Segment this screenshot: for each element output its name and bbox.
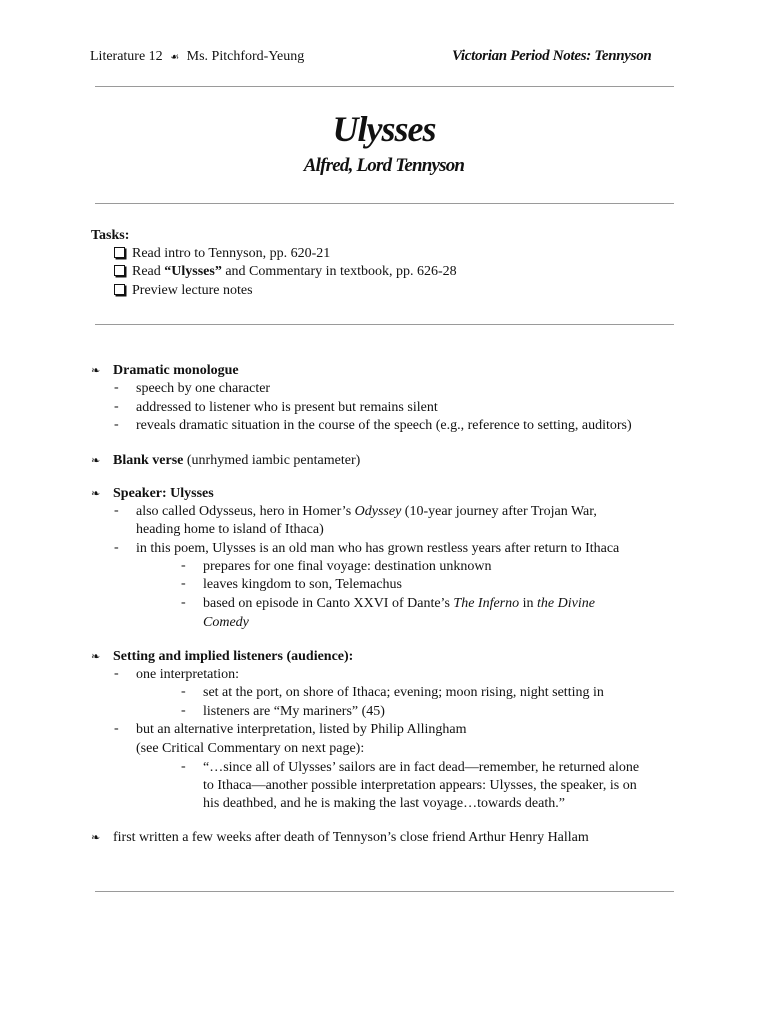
section-first-written: first written a few weeks after death of Tennyson’s close friend Arthur Henry Hallam (113, 830, 589, 845)
list-item: speech by one character (136, 381, 271, 396)
fleuron-bullet-icon: ❧ (91, 488, 101, 500)
sub-list-item: based on episode in Canto XXVI of Dante’s The Inferno in the Divine (203, 596, 595, 611)
page-title: Ulysses (332, 109, 436, 149)
dash-marker: - (114, 399, 119, 414)
divider (95, 891, 674, 892)
dash-marker: - (114, 721, 119, 736)
list-item: also called Odysseus, hero in Homer’s Odyssey (10-year journey after Trojan War, (136, 504, 597, 519)
list-item: addressed to listener who is present but remains silent (136, 400, 438, 415)
divider (95, 324, 674, 325)
sub-list-item: set at the port, on shore of Ithaca; evening; moon rising, night setting in (203, 685, 604, 700)
fleuron-bullet-icon: ❧ (91, 455, 101, 467)
dash-marker: - (114, 666, 119, 681)
sub-list-item-continued: Comedy (203, 615, 249, 630)
unit-title: Victorian Period Notes: Tennyson (452, 48, 652, 64)
list-item-continued: heading home to island of Ithaca) (136, 522, 324, 537)
dash-marker: - (181, 684, 186, 699)
task-item: Preview lecture notes (114, 282, 253, 300)
dash-marker: - (181, 595, 186, 610)
header-separator-icon: ☙ (170, 52, 180, 63)
divider (95, 203, 674, 204)
list-item: in this poem, Ulysses is an old man who has grown restless years after return to Ithaca (136, 541, 620, 556)
divider (95, 86, 674, 87)
dash-marker: - (181, 558, 186, 573)
task-item: Read intro to Tennyson, pp. 620-21 (114, 245, 330, 263)
dash-marker: - (114, 417, 119, 432)
sub-list-item: leaves kingdom to son, Telemachus (203, 577, 403, 592)
quote-line: his deathbed, and he is making the last voyage…towards death.” (203, 796, 565, 811)
list-item: reveals dramatic situation in the course of the speech (e.g., reference to setting, auditors) (136, 418, 632, 433)
fleuron-bullet-icon: ❧ (91, 832, 101, 844)
checkbox-icon[interactable] (114, 247, 125, 258)
dash-marker: - (181, 759, 186, 774)
checkbox-icon[interactable] (114, 265, 125, 276)
quote-line: “…since all of Ulysses’ sailors are in fact dead—remember, he returned alone (203, 760, 640, 775)
section-blank-verse: Blank verse (unrhymed iambic pentameter) (113, 453, 361, 468)
section-heading-dramatic-monologue: Dramatic monologue (113, 363, 239, 378)
dash-marker: - (114, 503, 119, 518)
sub-list-item: listeners are “My mariners” (45) (203, 704, 385, 719)
list-item: one interpretation: (136, 667, 240, 682)
dash-marker: - (114, 380, 119, 395)
page-subtitle-author: Alfred, Lord Tennyson (303, 155, 465, 176)
sub-list-item: prepares for one final voyage: destination unknown (203, 559, 492, 574)
checkbox-icon[interactable] (114, 284, 125, 295)
list-item-continued: (see Critical Commentary on next page): (136, 741, 365, 756)
teacher-name: Ms. Pitchford-Yeung (186, 49, 305, 64)
section-heading-setting: Setting and implied listeners (audience): (113, 649, 354, 664)
course-name: Literature 12 (90, 49, 163, 64)
dash-marker: - (181, 703, 186, 718)
section-heading-speaker: Speaker: Ulysses (113, 486, 214, 501)
tasks-heading: Tasks: (91, 228, 130, 243)
task-item: Read “Ulysses” and Commentary in textbook, pp. 626-28 (114, 263, 457, 281)
fleuron-bullet-icon: ❧ (91, 651, 101, 663)
dash-marker: - (181, 576, 186, 591)
list-item: but an alternative interpretation, listed by Philip Allingham (136, 722, 467, 737)
quote-line: to Ithaca—another possible interpretation appears: Ulysses, the speaker, is on (203, 778, 637, 793)
header-course-info (90, 49, 304, 65)
fleuron-bullet-icon: ❧ (91, 365, 101, 377)
dash-marker: - (114, 540, 119, 555)
